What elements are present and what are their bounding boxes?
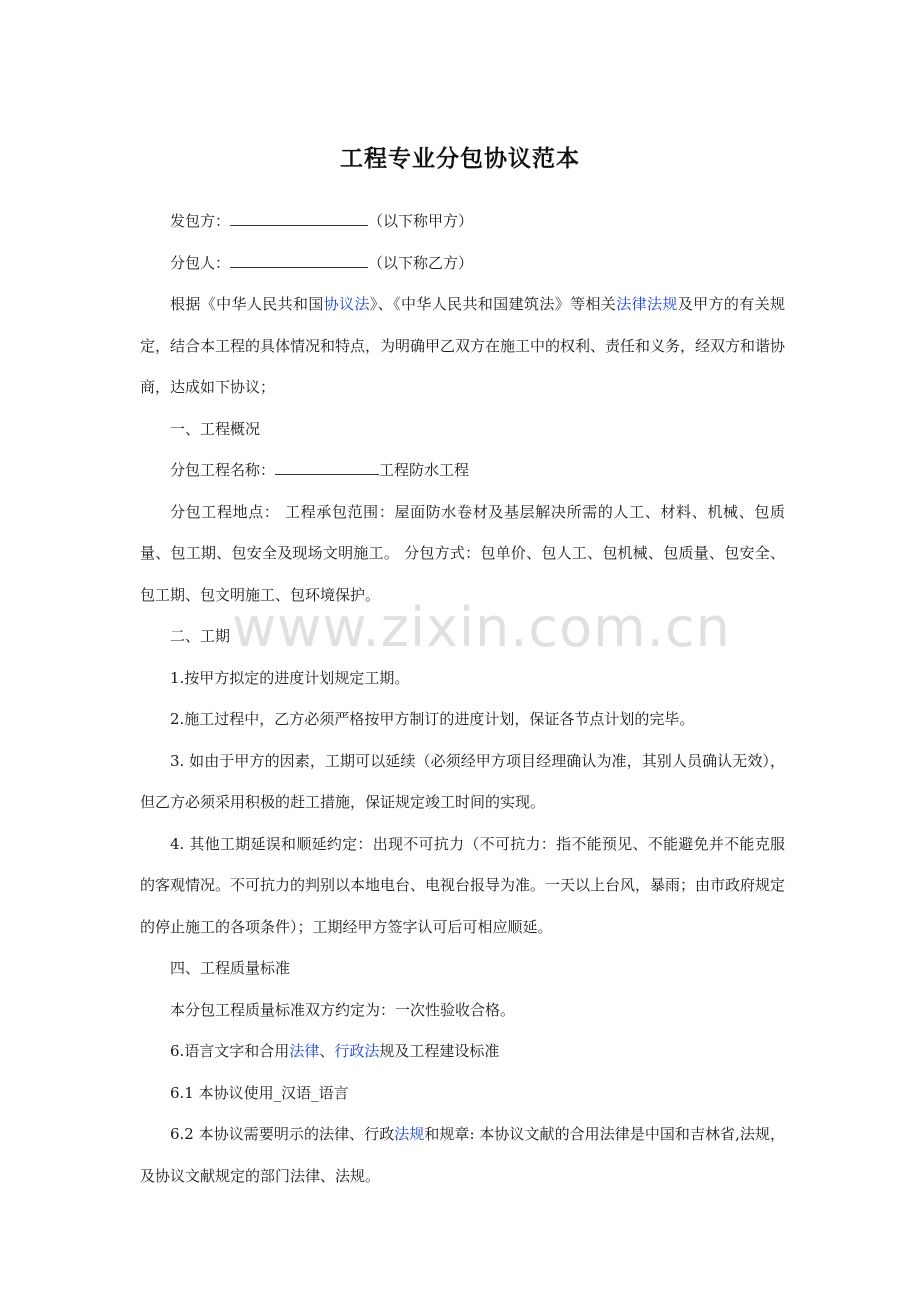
project-location-paragraph: 分包工程地点： 工程承包范围：屋面防水卷材及基层解决所需的人工、材料、机械、包质量、包工期、包安全及现场文明施工。 分包方式：包单价、包人工、包机械、包质量、包安全、包工期、包文明施工、包环境保护。 <box>140 502 785 604</box>
intro-text-1: 根据《中华人民共和国 <box>170 295 324 313</box>
laws-regulations-link[interactable]: 法律法规 <box>616 295 678 313</box>
document-title: 工程专业分包协议范本 <box>340 146 580 172</box>
section-4-heading: 四、工程质量标准 <box>170 959 291 977</box>
party-a-blank <box>230 211 368 226</box>
item-6-2-paragraph <box>140 1114 785 1197</box>
project-name-suffix: 工程防水工程 <box>379 461 470 479</box>
schedule-item-3: 3. 如由于甲方的因素，工期可以延续（必须经甲方项目经理确认为准，其别人员确认无效），但乙方必须采用积极的赶工措施，保证规定竣工时间的实现。 <box>140 751 785 811</box>
law-link[interactable]: 法律 <box>289 1042 320 1060</box>
intro-paragraph <box>140 284 785 409</box>
contract-law-link[interactable]: 协议法 <box>323 295 370 313</box>
quality-standard-text: 本分包工程质量标准双方约定为：一次性验收合格。 <box>170 1000 516 1019</box>
party-b-suffix: （以下称乙方） <box>368 253 474 272</box>
party-b-label: 分包人： <box>170 253 231 272</box>
regulations-link[interactable]: 法规 <box>394 1125 425 1143</box>
item-6-1-line: 6.1 本协议使用_汉语_语言 <box>170 1083 349 1102</box>
schedule-item-1: 1.按甲方拟定的进度计划规定工期。 <box>170 668 410 687</box>
party-b-line <box>140 243 785 285</box>
party-b-blank <box>230 253 368 268</box>
watermark: www.zixin.com.cn <box>232 596 731 659</box>
item-6-text-post: 规及工程建设标准 <box>379 1042 500 1060</box>
party-a-line <box>140 201 785 243</box>
item-6-2-text-post: 和规章: 本协议文献的合用法律是中国和吉林省,法规，及协议文献规定的部门法律、法规。 <box>140 1125 785 1185</box>
document-body <box>140 201 785 1197</box>
administrative-law-link[interactable]: 行政法 <box>334 1042 380 1060</box>
schedule-item-2: 2.施工过程中，乙方必须严格按甲方制订的进度计划，保证各节点计划的完毕。 <box>170 710 695 728</box>
party-a-suffix: （以下称甲方） <box>368 212 474 230</box>
intro-text-2: 》、《中华人民共和国建筑法》等相关 <box>369 295 617 313</box>
item-6-separator: 、 <box>319 1042 335 1060</box>
project-name-label: 分包工程名称： <box>170 461 276 479</box>
item-6-2-text-pre: 6.2 本协议需要明示的法律、行政 <box>170 1125 395 1143</box>
section-1-heading: 一、工程概况 <box>170 419 261 438</box>
item-6-text-pre: 6.语言文字和合用 <box>170 1042 290 1060</box>
schedule-item-4: 4. 其他工期延误和顺延约定：出现不可抗力（不可抗力：指不能预见、不能避免并不能克服的客观情况。不可抗力的判别以本地电台、电视台报导为准。一天以上台风，暴雨；由市政府规定的停止施工的各项条件）；工期经甲方签字认可后可相应顺延。 <box>140 834 786 936</box>
section-2-heading: 二、工期 <box>170 627 231 645</box>
item-6-line <box>140 1031 785 1073</box>
project-name-line <box>140 450 785 492</box>
intro-text-3: 及甲方的有关规定，结合本工程的具体情况和特点，为明确甲乙双方在施工中的权利、责任和义务，经双方和谐协商，达成如下协议； <box>140 295 786 396</box>
party-a-label: 发包方： <box>170 212 231 230</box>
project-name-blank <box>275 460 379 475</box>
